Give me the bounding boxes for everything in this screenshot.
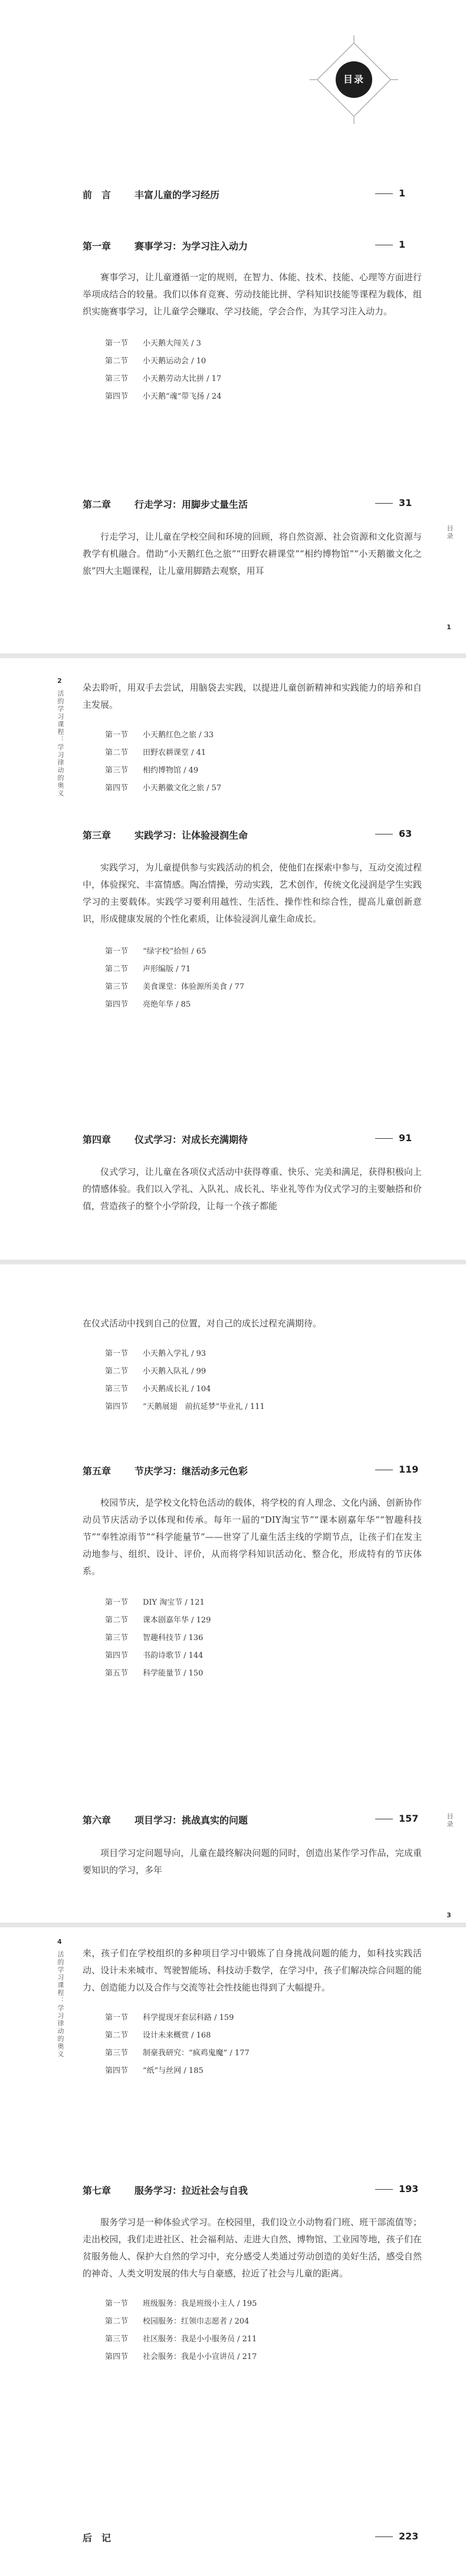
chapter-7-block <box>83 2214 422 2366</box>
chapter-2-block-part-1 <box>83 528 422 580</box>
chapter-page-number: 193 <box>375 2183 422 2194</box>
section-item[interactable]: 第一节 小天鹅红色之旅 / 33 <box>105 731 214 740</box>
toc-page-2 <box>0 658 466 1260</box>
toc-title: 目录 <box>336 61 372 98</box>
toc-page-4 <box>0 1927 466 2576</box>
running-header-left <box>48 1938 72 2058</box>
chapter-title: 服务学习：拉近社会与自我 <box>134 2185 248 2196</box>
leader-dash <box>375 1138 393 1139</box>
section-item[interactable]: 第三节 美食课堂：体验源所美食 / 77 <box>105 983 245 991</box>
section-list <box>83 727 422 797</box>
chapter-title: 赛事学习：为学习注入动力 <box>134 241 248 252</box>
chapter-number: 第三章 <box>83 830 111 841</box>
chapter-number: 第六章 <box>83 1815 111 1826</box>
chapter-4-block-part-2 <box>83 1315 422 1416</box>
chapter-intro: 仪式学习，让儿童在各项仪式活动中获得尊重、快乐、完美和满足，获得积极向上的情感体验。我们以入学礼、入队礼、成长礼、毕业礼等作为仪式学习的主要触搭和价值，营造孩子的整个小学阶段，让每一个孩子都能 <box>83 1167 422 1211</box>
chapter-intro: 行走学习，让儿童在学校空间和环境的回顾，将自然资源、社会资源和文化资源与教学有机融合。借助“小天鹅红色之旅”“田野农耕课堂”“相约博物馆”“小天鹅徽文化之旅”四大主题课程，让儿童用脚踏去观察，用耳 <box>83 531 422 576</box>
running-header-left <box>48 677 72 797</box>
chapter-3-block <box>83 859 422 1014</box>
chapter-intro: 实践学习，为儿童提供参与实践活动的机会，使他们在探索中参与，互动交流过程中，体验探究、丰富情感。陶冶情操，劳动实践，艺术创作，传统文化浸润是学生实践学习的主要载体。实践学习要利用越性、生活性、操作性和综合性，提高儿童创新意识，形成健康发展的个性化素质，让体验浸润儿童生命成长。 <box>83 862 422 924</box>
running-header-page: 4 <box>57 1938 62 1946</box>
chapter-intro: 服务学习是一种体验式学习。在校园里，我们设立小动物看门班、班干部流值等；走出校园，我们走进社区、社会福利站、走进大自然、博物馆、工业园等地，孩子们在贫服务他人、保护大自然的学习中，充分感受人类通过劳动创造的美好生活，感受自然的神奇、人类文明发展的伟大与自豪感，拉近了社会与儿童的距离。 <box>83 2217 422 2279</box>
running-header-right <box>438 1813 461 1919</box>
running-header-right <box>438 525 461 631</box>
toc-entry-chapter-1[interactable] <box>83 239 422 253</box>
section-item[interactable]: 第二节 课本剧嘉年华 / 129 <box>105 1616 211 1625</box>
running-header-page: 2 <box>57 677 62 685</box>
chapter-title: 实践学习：让体验浸润生命 <box>134 830 248 841</box>
section-item[interactable]: 第四节 书韵诗歌节 / 144 <box>105 1651 204 1660</box>
section-item[interactable]: 第三节 小天鹅劳动大比拼 / 17 <box>105 374 222 383</box>
preface-title: 丰富儿童的学习经历 <box>134 189 220 201</box>
chapter-5-block <box>83 1494 422 1683</box>
section-list <box>83 335 422 406</box>
chapter-intro-continued: 朵去聆听，用双手去尝试，用脑袋去实践，以提进儿童创新精神和实践能力的培养和自主发展。 <box>83 682 422 710</box>
preface-label: 前 言 <box>83 189 111 201</box>
chapter-intro: 项目学习定问题导向，儿童在最终解决问题的同时，创造出某作学习作品，完成重要知识的学习，多年 <box>83 1848 422 1875</box>
leader-dash <box>375 2189 393 2190</box>
section-list <box>83 2295 422 2366</box>
chapter-number: 第四章 <box>83 1134 111 1145</box>
chapter-title: 项目学习：挑战真实的问题 <box>134 1815 248 1826</box>
chapter-4-block-part-1 <box>83 1164 422 1215</box>
chapter-page-number: 119 <box>375 1464 422 1475</box>
chapter-number: 第一章 <box>83 241 111 252</box>
chapter-title: 仪式学习：对成长充满期待 <box>134 1134 248 1145</box>
chapter-2-block-part-2 <box>83 679 422 797</box>
afterword-label: 后 记 <box>83 2532 111 2544</box>
section-item[interactable]: 第二节 声形编版 / 71 <box>105 965 191 974</box>
running-header-page: 1 <box>447 623 451 631</box>
chapter-1-block <box>83 269 422 406</box>
section-list <box>83 2009 422 2080</box>
section-list <box>83 943 422 1014</box>
section-item[interactable]: 第三节 智趣科技节 / 136 <box>105 1634 204 1642</box>
section-item[interactable]: 第一节 小天鹅大闯关 / 3 <box>105 339 201 348</box>
toc-entry-chapter-5[interactable] <box>83 1464 422 1478</box>
section-item[interactable]: 第五节 科学能量节 / 150 <box>105 1669 204 1678</box>
section-item[interactable]: 第三节 相约博物馆 / 49 <box>105 766 199 775</box>
section-item[interactable]: 第四节 社会服务：我是小小宣讲员 / 217 <box>105 2352 257 2361</box>
chapter-page-number: 31 <box>375 497 422 508</box>
chapter-page-number: 63 <box>375 828 422 839</box>
section-item[interactable]: 第四节 “天鹅展翅 前抗延梦”毕业礼 / 111 <box>105 1402 265 1411</box>
chapter-6-block-part-1 <box>83 1845 422 1879</box>
toc-entry-chapter-2[interactable] <box>83 497 422 511</box>
toc-title-seal <box>310 35 398 124</box>
chapter-6-block-part-2 <box>83 1945 422 2080</box>
section-item[interactable]: 第三节 制豪我研究：“疯鸡鬼魔” / 177 <box>105 2049 250 2058</box>
toc-entry-chapter-4[interactable] <box>83 1132 422 1146</box>
chapter-intro-continued: 来，孩子们在学校组织的多种项目学习中锻炼了自身挑战问题的能力，如科技实践活动、设计未来城市、驾驶智能场、科技动手数学，在学习中，孩子们解决综合问题的能力、创造能力以及合作与交流等社会性技能也得到了大幅提升。 <box>83 1948 422 1993</box>
section-item[interactable]: 第三节 小天鹅成长礼 / 104 <box>105 1385 211 1394</box>
afterword-page-number: 223 <box>375 2531 422 2542</box>
leader-dash <box>375 2536 393 2537</box>
running-header-title: 活的学习课程：学习律动的奥义 <box>57 690 64 797</box>
toc-page-3 <box>0 1264 466 1923</box>
section-item[interactable]: 第四节 小天鹅徽文化之旅 / 57 <box>105 784 222 793</box>
chapter-page-number: 1 <box>375 239 422 250</box>
section-list <box>83 1594 422 1683</box>
chapter-title: 行走学习：用脚步丈量生活 <box>134 499 248 510</box>
section-item[interactable]: 第四节 小天鹅“魂”带飞扬 / 24 <box>105 392 222 401</box>
section-item[interactable]: 第二节 校园服务：红领巾志愿者 / 204 <box>105 2317 250 2326</box>
section-item[interactable]: 第一节 科学提现牙套层科路 / 159 <box>105 2013 234 2022</box>
toc-page-1 <box>0 0 466 653</box>
chapter-number: 第七章 <box>83 2185 111 2196</box>
running-header-page: 3 <box>447 1911 451 1919</box>
section-list <box>83 1345 422 1416</box>
chapter-number: 第二章 <box>83 499 111 510</box>
chapter-intro: 赛事学习，让儿童遵循一定的规则，在智力、体能、技术、技能、心理等方面进行举项成结合的较量。我们以体育竞赛、劳动技能比拼、学科知识技能等课程为载体，组织实施赛事学习，让儿童学会赚取、学习技能，学会合作，为其学习注入动力。 <box>83 272 422 317</box>
toc-entry-chapter-3[interactable] <box>83 828 422 842</box>
chapter-intro: 校园节庆，是学校文化特色活动的载体，将学校的育人理念、文化内涵、创新协作动员节庆活动予以体现和传承。每年一届的“DIY淘宝节”“课本剧嘉年华”“智趣科技节”“奉牲凉雨节”“科学能量节”——世穿了儿童生活主线的学期节点，让孩子们在发主动地参与、组织、设计、评价，从而将学科知识活动化、整合化，形成特有的节庆体系。 <box>83 1497 422 1576</box>
leader-dash <box>375 503 393 504</box>
section-item[interactable]: 第一节 小天鹅入学礼 / 93 <box>105 1349 206 1358</box>
section-item[interactable]: 第一节 DIY 淘宝节 / 121 <box>105 1598 205 1607</box>
chapter-number: 第五章 <box>83 1466 111 1477</box>
chapter-page-number: 91 <box>375 1132 422 1144</box>
section-item[interactable]: 第二节 田野农耕课堂 / 41 <box>105 748 206 757</box>
preface-page-number: 1 <box>375 188 422 199</box>
section-item[interactable]: 第一节 “绿字校”拾恒 / 65 <box>105 947 206 956</box>
section-item[interactable]: 第二节 小天鹅入队礼 / 99 <box>105 1367 206 1376</box>
chapter-title: 节庆学习：继活动多元色彩 <box>134 1466 248 1477</box>
running-header-title: 目录 <box>446 1813 454 1828</box>
running-header-title: 活的学习课程：学习律动的奥义 <box>57 1951 64 2058</box>
section-item[interactable]: 第一节 班级服务：我是班级小主人 / 195 <box>105 2299 257 2308</box>
section-item[interactable]: 第三节 社区服务：我是小小服务员 / 211 <box>105 2335 257 2344</box>
toc-entry-chapter-6[interactable] <box>83 1813 422 1827</box>
section-item[interactable]: 第二节 设计未来概赏 / 168 <box>105 2031 211 2040</box>
running-header-title: 目录 <box>446 525 454 540</box>
toc-entry-afterword[interactable] <box>83 2531 422 2545</box>
toc-entry-chapter-7[interactable] <box>83 2183 422 2197</box>
leader-dash <box>375 193 393 194</box>
chapter-page-number: 157 <box>375 1813 422 1824</box>
section-item[interactable]: 第二节 小天鹅运动会 / 10 <box>105 357 206 366</box>
section-item[interactable]: 第四节 亮绝年华 / 85 <box>105 1000 191 1009</box>
toc-entry-preface[interactable] <box>83 188 422 202</box>
section-item[interactable]: 第四节 “纸”与丝网 / 185 <box>105 2066 204 2075</box>
chapter-intro-continued: 在仪式活动中找到自己的位置，对自己的成长过程充满期待。 <box>83 1318 322 1329</box>
